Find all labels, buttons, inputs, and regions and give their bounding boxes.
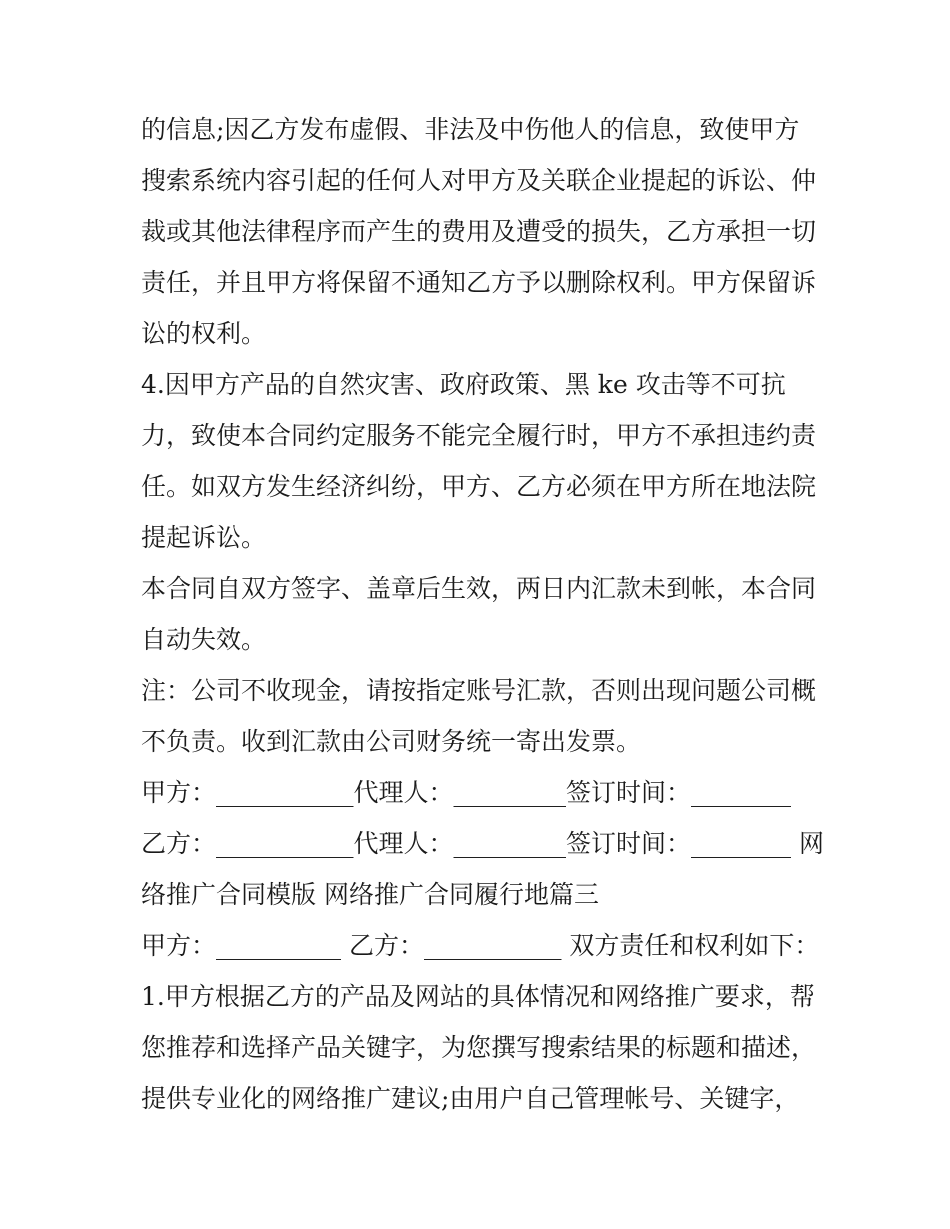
text-line-6: 4.因甲方产品的自然灾害、政府政策、黑 ke 攻击等不可抗: [141, 370, 786, 399]
text-line-12: 注：公司不收现金，请按指定账号汇款，否则出现问题公司概: [141, 676, 817, 705]
text-line-10: 本合同自双方签字、盖章后生效，两日内汇款未到帐，本合同: [141, 574, 817, 603]
text-line-8: 任。如双方发生经济纠纷，甲方、乙方必须在甲方所在地法院: [141, 472, 817, 501]
text-line-2: 搜索系统内容引起的任何人对甲方及关联企业提起的诉讼、仲: [141, 166, 817, 195]
text-line-1: 的信息;因乙方发布虚假、非法及中伤他人的信息，致使甲方: [141, 115, 800, 144]
text-line-11: 自动失效。: [141, 625, 267, 654]
text-line-18: 1.甲方根据乙方的产品及网站的具体情况和网络推广要求，帮: [141, 982, 815, 1011]
text-line-13: 不负责。收到汇款由公司财务统一寄出发票。: [141, 727, 642, 756]
text-line-3: 裁或其他法律程序而产生的费用及遭受的损失，乙方承担一切: [141, 217, 817, 246]
text-line-9: 提起诉讼。: [141, 523, 267, 552]
text-line-19: 您推荐和选择产品关键字，为您撰写搜索结果的标题和描述，: [141, 1033, 817, 1062]
text-line-16: 络推广合同模版 网络推广合同履行地篇三: [141, 880, 599, 909]
signature-line-party-b: 乙方：___________代理人：_________签订时间：________ 网: [141, 829, 824, 858]
signature-line-party-a: 甲方：___________代理人：_________签订时间：________: [141, 778, 792, 807]
text-line-5: 讼的权利。: [141, 319, 267, 348]
text-line-4: 责任，并且甲方将保留不通知乙方予以删除权利。甲方保留诉: [141, 268, 817, 297]
text-line-7: 力，致使本合同约定服务不能完全履行时，甲方不承担违约责: [141, 421, 817, 450]
contract-body-text: [141, 104, 824, 1124]
text-line-20: 提供专业化的网络推广建议;由用户自己管理帐号、关键字，: [141, 1084, 800, 1113]
parties-line: 甲方：__________ 乙方：___________ 双方责任和权利如下：: [141, 931, 820, 960]
